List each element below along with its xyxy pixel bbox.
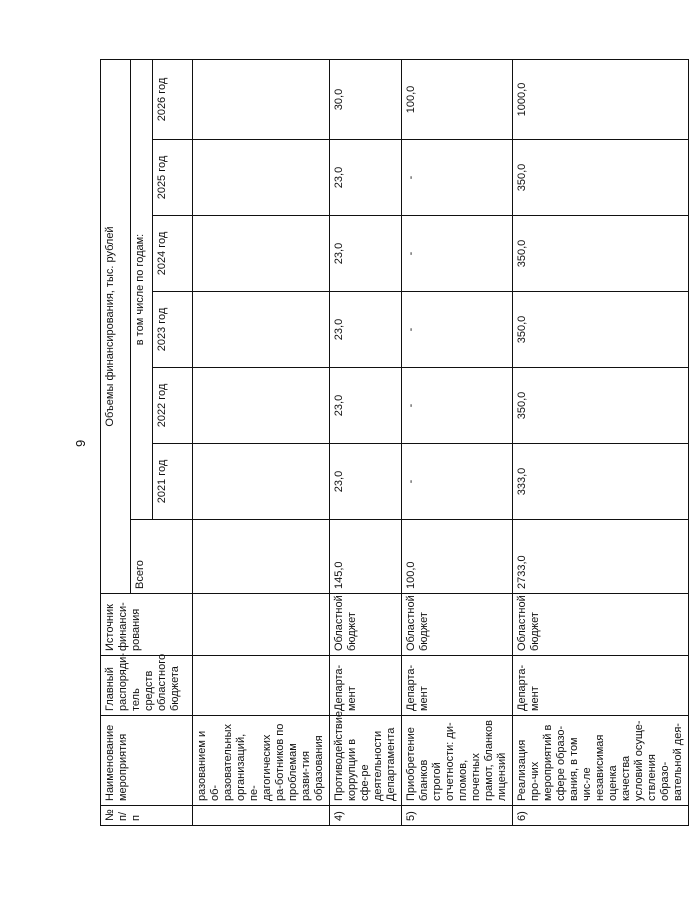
row-value: 23,0 xyxy=(330,444,402,520)
row-value xyxy=(193,140,330,216)
row-value xyxy=(193,216,330,292)
row-value: 350,0 xyxy=(513,216,689,292)
row-value xyxy=(193,59,330,139)
header-name: Наименование мероприятия xyxy=(101,716,193,806)
row-value: 30,0 xyxy=(330,59,402,139)
row-total: 2733,0 xyxy=(513,520,689,594)
row-value: - xyxy=(402,368,513,444)
header-manager: Главный распоряди-тель средств областного бюджета xyxy=(101,656,193,716)
table-row xyxy=(193,59,330,825)
row-source: Областной бюджет xyxy=(330,594,402,656)
header-by-years: в том числе по годам: xyxy=(131,59,153,519)
row-num xyxy=(193,806,330,826)
row-value: 100,0 xyxy=(402,59,513,139)
row-name: разованием и об-разовательных организаций, пе-дагогических ра-ботников по проблемам разви-тия образования xyxy=(193,716,330,806)
table-row xyxy=(330,59,402,825)
row-value: 350,0 xyxy=(513,292,689,368)
row-total xyxy=(193,520,330,594)
financing-table xyxy=(100,59,689,826)
row-total: 100,0 xyxy=(402,520,513,594)
header-row-1 xyxy=(101,59,131,825)
header-total: Всего xyxy=(131,520,193,594)
header-year-2024: 2024 год xyxy=(153,216,193,292)
row-source xyxy=(193,594,330,656)
header-year-2025: 2025 год xyxy=(153,140,193,216)
row-manager: Департа-мент xyxy=(330,656,402,716)
header-volumes: Объемы финансирования, тыс. рублей xyxy=(101,59,131,593)
row-value: 1000,0 xyxy=(513,59,689,139)
row-num: 4) xyxy=(330,806,402,826)
row-value: 23,0 xyxy=(330,292,402,368)
row-value: - xyxy=(402,216,513,292)
row-value: - xyxy=(402,140,513,216)
row-total: 145,0 xyxy=(330,520,402,594)
row-value: - xyxy=(402,444,513,520)
row-value: 350,0 xyxy=(513,140,689,216)
header-year-2022: 2022 год xyxy=(153,368,193,444)
row-name: Противодействие коррупции в сфе-ре деятельности Департамента xyxy=(330,716,402,806)
row-name: Реализация про-чих мероприятий в сфере образо-вания, в том чис-ле независимая оценка качества условий осуще-ствления образо-вательной дея- xyxy=(513,716,689,806)
header-year-2026: 2026 год xyxy=(153,59,193,139)
row-value xyxy=(193,444,330,520)
row-value: 350,0 xyxy=(513,368,689,444)
table-row xyxy=(513,59,689,825)
table-row xyxy=(402,59,513,825)
row-value: 333,0 xyxy=(513,444,689,520)
row-value: 23,0 xyxy=(330,368,402,444)
row-manager: Департа-мент xyxy=(513,656,689,716)
row-source: Областной бюджет xyxy=(513,594,689,656)
row-name: Приобретение бланков строгой отчетности: ди-пломов, почетных грамот, бланков лицензий xyxy=(402,716,513,806)
header-num: № п/п xyxy=(101,806,193,826)
row-value: - xyxy=(402,292,513,368)
header-source: Источник финанси-рования xyxy=(101,594,193,656)
header-year-2023: 2023 год xyxy=(153,292,193,368)
row-value xyxy=(193,368,330,444)
row-value: 23,0 xyxy=(330,140,402,216)
row-value: 23,0 xyxy=(330,216,402,292)
page-number: 9 xyxy=(73,439,88,447)
header-year-2021: 2021 год xyxy=(153,444,193,520)
row-value xyxy=(193,292,330,368)
row-manager: Департа-мент xyxy=(402,656,513,716)
row-manager xyxy=(193,656,330,716)
row-num: 5) xyxy=(402,806,513,826)
rotated-table-container xyxy=(100,60,684,826)
row-num: 6) xyxy=(513,806,689,826)
row-source: Областной бюджет xyxy=(402,594,513,656)
